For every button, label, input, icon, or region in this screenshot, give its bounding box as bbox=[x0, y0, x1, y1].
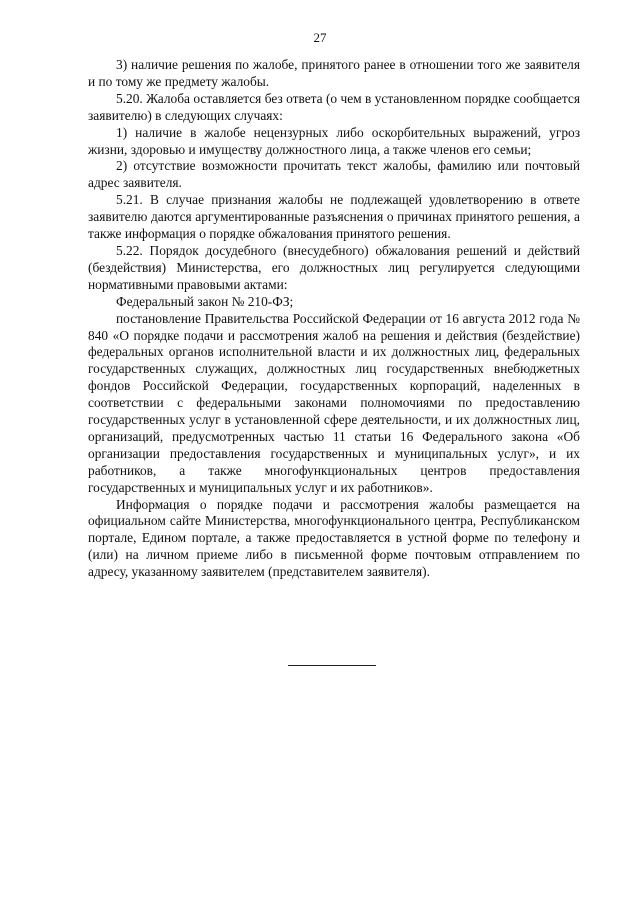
paragraph-5-20-no-response: 5.20. Жалоба оставляется без ответа (о чем в установленном порядке сообщается заявителю) в следующих случаях: bbox=[88, 90, 580, 123]
document-body bbox=[88, 57, 580, 581]
paragraph-5-22-appeal-procedure: 5.22. Порядок досудебного (внесудебного) обжалования решений и действий (бездействия) Министерства, его должностных лиц регулируется следующими нормативными правовыми актами: bbox=[88, 242, 580, 292]
paragraph-item-3-repeat-complaint: 3) наличие решения по жалобе, принятого ранее в отношении того же заявителя и по тому же предмету жалобы. bbox=[88, 57, 580, 89]
paragraph-item-1-offensive: 1) наличие в жалобе нецензурных либо оскорбительных выражений, угроз жизни, здоровью и имуществу должностного лица, а также членов его семьи; bbox=[88, 124, 580, 157]
paragraph-government-resolution: постановление Правительства Российской Федерации от 16 августа 2012 года № 840 «О порядке подачи и рассмотрения жалоб на решения и действия (бездействие) федеральных органов исполнительной власти и их должностных лиц, федеральных государственных служащих, должностных лиц государственных внебюджетных фондов Российской Федерации, государственных корпораций, наделенных в соответствии с федеральными законами полномочиями по предоставлению государственных услуг в установленной сфере деятельности, и их должностных лиц, организаций, предусмотренных частью 11 статьи 16 Федерального закона «Об организации предоставления государственных и муниципальных услуг», и их работников, а также многофункциональных центров предоставления государственных и муниципальных услуг и их работников». bbox=[88, 310, 580, 495]
paragraph-federal-law: Федеральный закон № 210-ФЗ; bbox=[116, 293, 294, 309]
closing-divider bbox=[288, 665, 376, 666]
paragraph-information-placement: Информация о порядке подачи и рассмотрения жалобы размещается на официальном сайте Министерства, многофункционального центра, Республиканском портале, Едином портале, а также предоставляется в устной форме по телефону и (или) на личном приеме либо в письменной форме почтовым отправлением по адресу, указанному заявителем (представителем заявителя). bbox=[88, 496, 580, 580]
paragraph-5-21-rejection: 5.21. В случае признания жалобы не подлежащей удовлетворению в ответе заявителю даются аргументированные разъяснения о причинах принятого решения, а также информация о порядке обжалования принятого решения. bbox=[88, 192, 580, 242]
page-number: 27 bbox=[313, 30, 327, 45]
paragraph-item-2-unreadable: 2) отсутствие возможности прочитать текст жалобы, фамилию или почтовый адрес заявителя. bbox=[88, 158, 580, 191]
